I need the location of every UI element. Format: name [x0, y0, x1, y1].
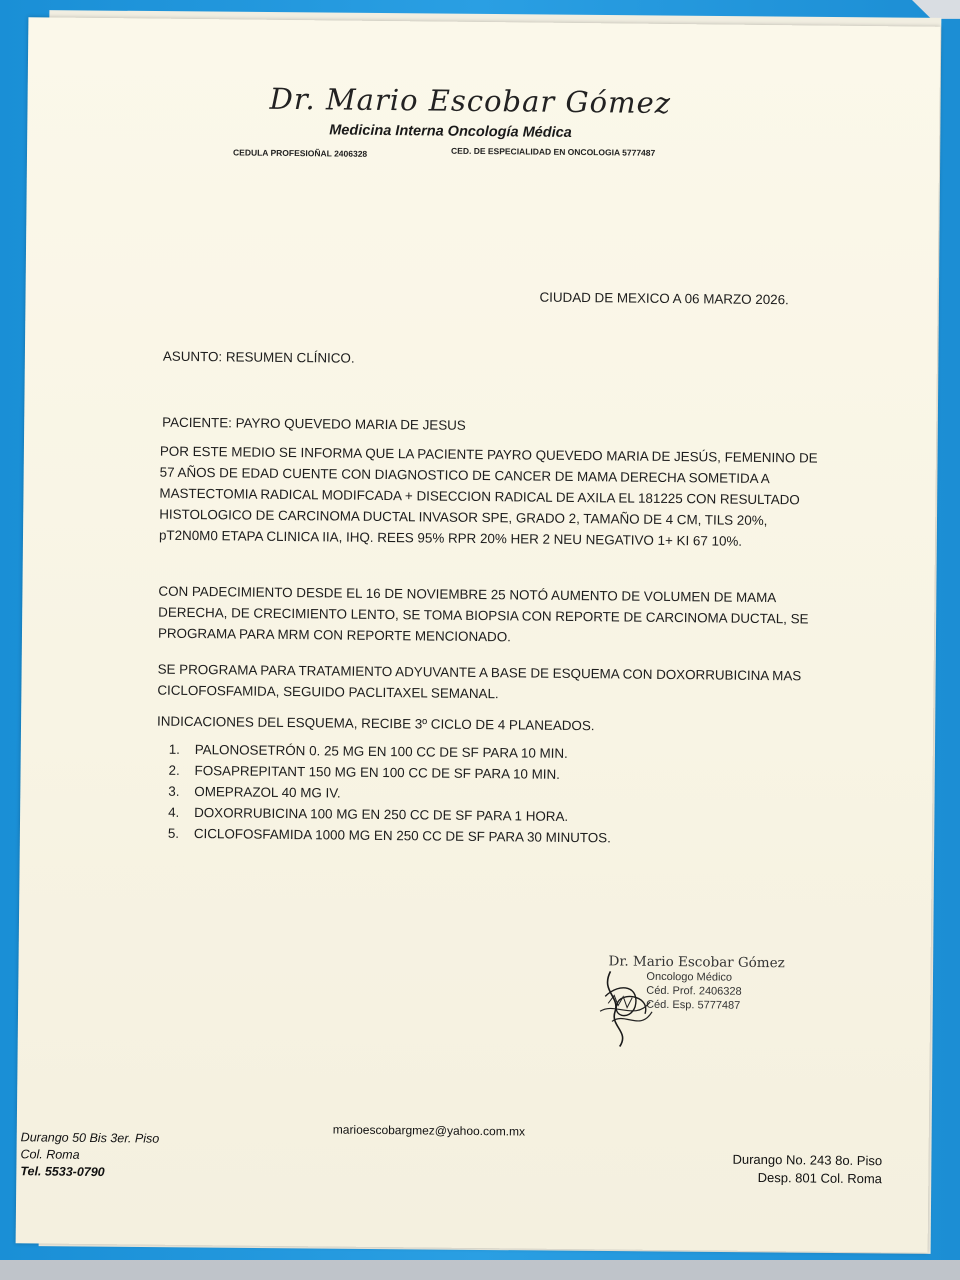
- history-paragraph: CON PADECIMIENTO DESDE EL 16 DE NOVIEMBRE 25 NOTÓ AUMENTO DE VOLUMEN DE MAMA DERECHA, DE CRECIMIENTO LENTO, SE TOMA BIOPSIA CON REPORTE DE CARCINOMA DUCTAL, SE PROGRAMA PARA MRM CON REPORTE MENCIONADO.: [157, 583, 809, 645]
- stamp-title: Oncologo Médico: [646, 970, 733, 984]
- footer-address-right: [732, 1151, 882, 1189]
- list-item: [168, 826, 611, 852]
- list-item-text: CICLOFOSFAMIDA 1000 MG EN 250 CC DE SF PARA 30 MINUTOS.: [193, 826, 611, 846]
- stamp-ced-prof: Céd. Prof. 2406328: [646, 984, 742, 998]
- left-phone: Tel. 5533-0790: [20, 1164, 105, 1180]
- list-item-number: 4.: [168, 804, 180, 820]
- list-item-number: 2.: [168, 762, 180, 778]
- right-address-line-1: Durango No. 243 8o. Piso: [732, 1151, 883, 1169]
- letterhead-cedula-especialidad: CED. DE ESPECIALIDAD EN ONCOLOGIA 5777487: [451, 145, 656, 158]
- list-item-text: OMEPRAZOL 40 MG IV.: [194, 784, 341, 801]
- medication-list: [168, 742, 612, 852]
- indications-paragraph: INDICACIONES DEL ESQUEMA, RECIBE 3º CICLO DE 4 PLANEADOS.: [157, 713, 595, 734]
- letterhead-specialty: Medicina Interna Oncología Médica: [329, 122, 572, 141]
- treatment-paragraph: SE PROGRAMA PARA TRATAMIENTO ADYUVANTE A BASE DE ESQUEMA CON DOXORRUBICINA MAS CICLOFOSFAMIDA, SEGUIDO PACLITAXEL SEMANAL.: [157, 661, 802, 702]
- handwritten-signature: [590, 951, 671, 1052]
- diagnosis-paragraph: POR ESTE MEDIO SE INFORMA QUE LA PACIENTE PAYRO QUEVEDO MARIA DE JESÚS, FEMENINO DE 57 AÑOS DE EDAD CUENTE CON DIAGNOSTICO DE CANCER DE MAMA DERECHA SOMETIDA A MASTECTOMIA RADICAL MODIFCADA + DISECCION RADICAL DE AXILA EL 181225 CON RESULTADO HISTOLOGICO DE CARCINOMA DUCTAL INVASOR SPE, GRADO 2, TAMAÑO DE 4 CM, TILS 20%, pT2N0M0 ETAPA CLINICA IIA, IHQ. REES 95% RPR 20% HER 2 NEU NEGATIVO 1+ KI 67 10%.: [158, 443, 818, 549]
- footer-address-left: [20, 1129, 159, 1181]
- stamp-ced-esp: Céd. Esp. 5777487: [646, 998, 741, 1012]
- letter-date: CIUDAD DE MEXICO A 06 MARZO 2026.: [539, 289, 789, 308]
- letter-page: [16, 17, 941, 1252]
- letterhead-cedula-profesional: CEDULA PROFESIOÑAL 2406328: [232, 147, 368, 159]
- left-address-line-2: Col. Roma: [20, 1147, 80, 1162]
- letterhead-name: Dr. Mario Escobar Gómez: [269, 81, 672, 120]
- left-address-line-1: Durango 50 Bis 3er. Piso: [20, 1130, 160, 1146]
- right-address-line-2: Desp. 801 Col. Roma: [757, 1169, 883, 1187]
- patient-name: PACIENTE: PAYRO QUEVEDO MARIA DE JESUS: [162, 414, 466, 433]
- list-item-text: PALONOSETRÓN 0. 25 MG EN 100 CC DE SF PARA 10 MIN.: [194, 742, 568, 761]
- list-item-number: 1.: [168, 741, 181, 757]
- letter-subject: ASUNTO: RESUMEN CLÍNICO.: [162, 348, 355, 366]
- list-item-text: FOSAPREPITANT 150 MG EN 100 CC DE SF PARA 10 MIN.: [194, 763, 560, 782]
- list-item-text: DOXORRUBICINA 100 MG EN 250 CC DE SF PARA 1 HORA.: [194, 805, 569, 824]
- stamp-name: Dr. Mario Escobar Gómez: [608, 953, 785, 972]
- list-item-number: 5.: [167, 825, 180, 841]
- footer-email: marioescobargmez@yahoo.com.mx: [332, 1122, 526, 1139]
- list-item-number: 3.: [168, 783, 180, 799]
